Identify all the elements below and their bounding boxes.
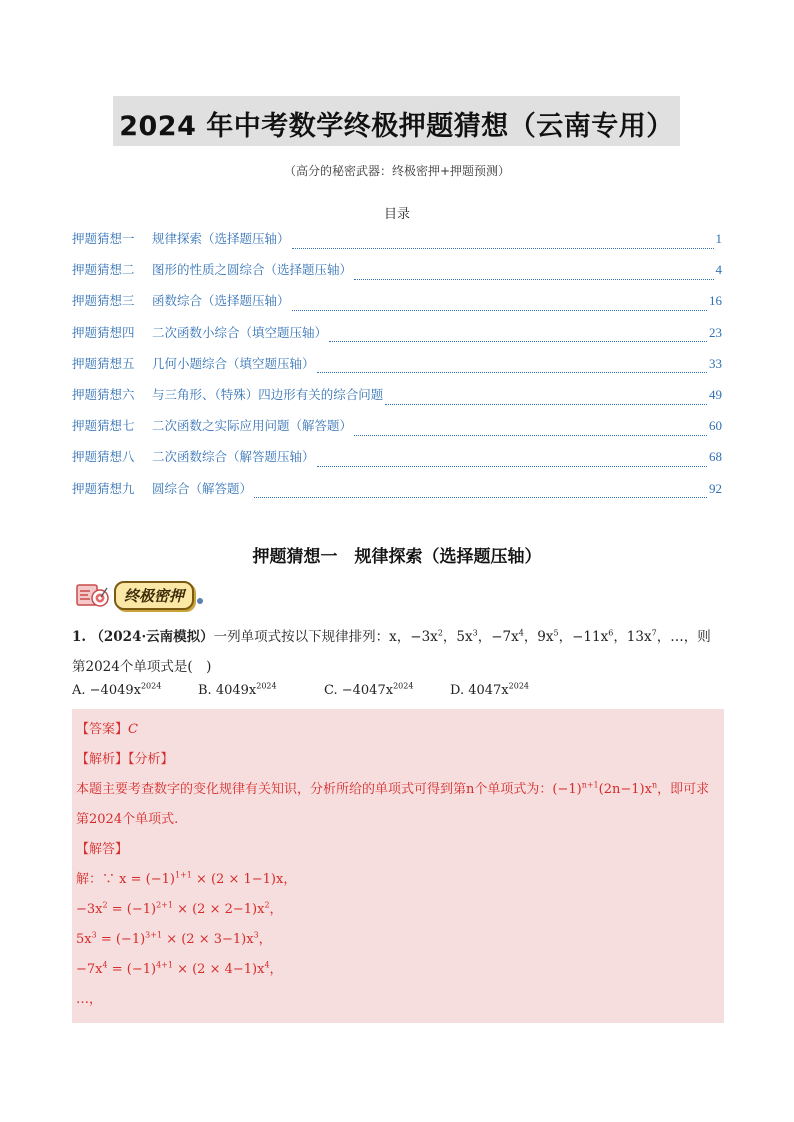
toc-leader bbox=[354, 428, 707, 436]
math-part: × (2 × 1−1)x， bbox=[191, 872, 297, 887]
option-label: B. 4049x bbox=[198, 683, 257, 698]
toc-item-number: 押题猜想二 bbox=[72, 262, 135, 278]
toc-item-number: 押题猜想七 bbox=[72, 418, 135, 434]
exponent: 1+1 bbox=[174, 870, 192, 880]
toc-item-name: 图形的性质之圆综合（选择题压轴） bbox=[152, 262, 353, 278]
exponent: 6 bbox=[608, 628, 614, 638]
toc-item-9[interactable] bbox=[72, 479, 722, 510]
option-label: D. 4047x bbox=[450, 683, 509, 698]
analysis-text-part: ，即可求第2024个单项式. bbox=[76, 782, 710, 827]
toc-item-7[interactable] bbox=[72, 416, 722, 447]
toc-item-page: 33 bbox=[709, 355, 722, 371]
analysis-text-part: (2n−1)x bbox=[598, 782, 652, 797]
exponent: 4 bbox=[264, 960, 270, 970]
solution-line-4 bbox=[76, 955, 720, 985]
question-text: ，5x bbox=[442, 629, 473, 645]
toc-item-name: 二次函数小综合（填空题压轴） bbox=[152, 324, 328, 340]
toc-item-6[interactable] bbox=[72, 385, 722, 416]
exponent: 2024 bbox=[393, 681, 414, 691]
solution-line-1 bbox=[76, 865, 720, 895]
exponent: 2024 bbox=[508, 681, 529, 691]
toc-item-number: 押题猜想九 bbox=[72, 480, 135, 496]
answer-panel bbox=[72, 709, 724, 1023]
toc-leader bbox=[354, 272, 713, 280]
option-label: A. −4049x bbox=[72, 683, 141, 698]
toc-leader bbox=[385, 397, 707, 405]
exponent: 4+1 bbox=[156, 960, 173, 970]
toc-item-name: 几何小题综合（填空题压轴） bbox=[152, 355, 315, 371]
math-part: = (−1) bbox=[96, 932, 146, 947]
math-part: ， bbox=[258, 932, 272, 947]
toc-item-page: 16 bbox=[709, 293, 722, 309]
toc-item-5[interactable] bbox=[72, 354, 722, 385]
answer-label: 【答案】 bbox=[76, 722, 129, 737]
toc-item-number: 押题猜想三 bbox=[72, 293, 135, 309]
math-part: ， bbox=[269, 902, 283, 917]
toc-leader bbox=[317, 365, 707, 373]
exponent: 5 bbox=[553, 628, 559, 638]
exponent: n bbox=[651, 780, 658, 790]
math-part: ， bbox=[269, 962, 283, 977]
question-text: ，9x bbox=[523, 629, 554, 645]
toc-item-name: 函数综合（选择题压轴） bbox=[152, 293, 290, 309]
toc-item-8[interactable] bbox=[72, 447, 722, 478]
exponent: 3 bbox=[91, 930, 97, 940]
option-d[interactable] bbox=[450, 683, 576, 698]
question-text: ，−7x bbox=[477, 629, 519, 645]
question-source: （2024·云南模拟） bbox=[90, 629, 214, 645]
exponent: 3+1 bbox=[145, 930, 163, 940]
toc-leader bbox=[292, 241, 714, 249]
exponent: 2024 bbox=[256, 681, 277, 691]
math-part: × (2 × 2−1)x bbox=[172, 902, 265, 917]
toc-item-page: 49 bbox=[709, 386, 722, 402]
exponent: n+1 bbox=[581, 780, 599, 790]
toc-item-4[interactable] bbox=[72, 323, 722, 354]
exponent: 2024 bbox=[140, 681, 162, 691]
math-part: −3x bbox=[76, 902, 103, 917]
toc-item-1[interactable] bbox=[72, 229, 722, 260]
solution-line-3 bbox=[76, 925, 720, 955]
exponent: 2 bbox=[102, 900, 108, 910]
toc-item-page: 1 bbox=[715, 231, 722, 246]
exponent: 4 bbox=[518, 628, 524, 638]
analysis-label: 【解析】【分析】 bbox=[76, 752, 174, 767]
question-number: 1. bbox=[72, 629, 87, 645]
toc-item-name: 与三角形、（特殊）四边形有关的综合问题 bbox=[152, 386, 384, 402]
option-c[interactable] bbox=[324, 683, 450, 698]
math-part: × (2 × 4−1)x bbox=[172, 962, 265, 977]
toc-item-name: 圆综合（解答题） bbox=[152, 480, 253, 496]
toc-item-page: 92 bbox=[709, 480, 722, 496]
math-part: = (−1) bbox=[107, 962, 157, 977]
toc-item-number: 押题猜想四 bbox=[72, 324, 135, 340]
toc-heading: 目录 bbox=[383, 207, 410, 222]
math-part: × (2 × 3−1)x bbox=[162, 932, 254, 947]
toc-item-name: 二次函数之实际应用问题（解答题） bbox=[152, 418, 353, 434]
analysis-text-part: 本题主要考查数字的变化规律有关知识，分析所给的单项式可得到第n个单项式为：(−1) bbox=[76, 782, 582, 797]
toc-item-name: 二次函数综合（解答题压轴） bbox=[152, 449, 315, 465]
toc-item-page: 68 bbox=[709, 449, 722, 465]
analysis-text bbox=[76, 775, 720, 835]
toc-item-page: 60 bbox=[709, 418, 722, 434]
badge-dot bbox=[197, 598, 203, 604]
exponent: 2 bbox=[264, 900, 270, 910]
solution-label: 【解答】 bbox=[76, 842, 129, 857]
toc-item-3[interactable] bbox=[72, 291, 722, 322]
solution-ellipsis: …， bbox=[76, 992, 103, 1007]
section-title: 押题猜想一 规律探索（选择题压轴） bbox=[252, 547, 542, 567]
option-label: C. −4047x bbox=[324, 683, 394, 698]
exponent: 2+1 bbox=[156, 900, 173, 910]
question-text: 一列单项式按以下规律排列：x，−3x bbox=[213, 629, 438, 645]
exponent: 7 bbox=[651, 628, 657, 638]
badge-label: 终极密押 bbox=[114, 581, 194, 610]
solution-line-2 bbox=[76, 895, 720, 925]
question-1 bbox=[72, 622, 724, 682]
toc-item-number: 押题猜想六 bbox=[72, 386, 135, 402]
option-b[interactable] bbox=[198, 683, 324, 698]
answer-line bbox=[76, 715, 720, 745]
toc-item-name: 规律探索（选择题压轴） bbox=[152, 231, 290, 246]
toc-item-number: 押题猜想八 bbox=[72, 449, 135, 465]
table-of-contents bbox=[72, 229, 722, 510]
exponent: 3 bbox=[472, 628, 478, 638]
toc-item-2[interactable] bbox=[72, 260, 722, 291]
document-title: 2024 年中考数学终极押题猜想（云南专用） bbox=[119, 111, 674, 142]
option-a[interactable] bbox=[72, 683, 198, 698]
exponent: 4 bbox=[102, 960, 108, 970]
math-part: 5x bbox=[76, 932, 92, 947]
question-text: ，−11x bbox=[558, 629, 609, 645]
toc-leader bbox=[329, 334, 707, 342]
answer-options bbox=[72, 683, 724, 698]
answer-value: C bbox=[128, 722, 138, 737]
toc-leader bbox=[254, 490, 707, 498]
toc-item-number: 押题猜想五 bbox=[72, 355, 135, 371]
math-part: = (−1) bbox=[107, 902, 157, 917]
toc-leader bbox=[317, 459, 707, 467]
question-text: ，…，则第2024个单项式是( ) bbox=[72, 629, 711, 675]
exponent: 3 bbox=[253, 930, 259, 940]
toc-item-page: 4 bbox=[715, 262, 722, 278]
toc-leader bbox=[292, 303, 707, 311]
math-part: −7x bbox=[76, 962, 103, 977]
target-board-icon bbox=[76, 582, 110, 608]
section-badge bbox=[76, 580, 203, 610]
toc-item-page: 23 bbox=[709, 324, 722, 340]
exponent: 2 bbox=[437, 628, 443, 638]
toc-item-number: 押题猜想一 bbox=[72, 231, 135, 246]
document-subtitle: （高分的秘密武器：终极密押+押题预测） bbox=[283, 164, 511, 178]
question-text: ，13x bbox=[613, 629, 652, 645]
math-part: 解：∵ x = (−1) bbox=[76, 872, 175, 887]
